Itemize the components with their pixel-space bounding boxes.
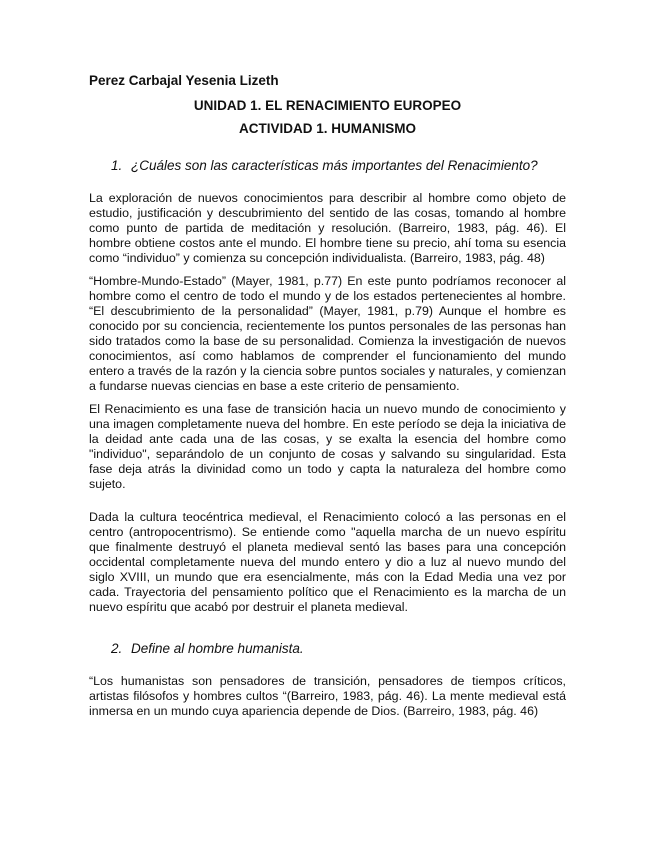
- answer-1-paragraph-3: El Renacimiento es una fase de transición hacia un nuevo mundo de conocimiento y una imagen completamente nueva del hombre. En este período se deja la iniciativa de la deidad ante cada una de las cosas, y se exalta la esencia del hombre como "individuo", separándolo de un conjunto de cosas y salvando su singularidad. Esta fase deja atrás la divinidad como un todo y capta la naturaleza del hombre como sujeto.: [89, 402, 566, 491]
- answer-1-paragraph-2: “Hombre-Mundo-Estado” (Mayer, 1981, p.77) En este punto podríamos reconocer al hombre como el centro de todo el mundo y de los estados pertenecientes al hombre. “El descubrimiento de la personalidad” (Mayer, 1981, p.79) Aunque el hombre es conocido por su conciencia, recientemente los puntos personales de las personas han sido tratados como la base de su personalidad. Comienza la investigación de nuevos conocimientos, así como hablamos de comprender el funcionamiento del mundo entero a través de la razón y la ciencia sobre puntos sociales y naturales, y comienzan a fundarse nuevas ciencias en base a este criterio de pensamiento.: [89, 274, 566, 393]
- answer-1-paragraph-4: Dada la cultura teocéntrica medieval, el Renacimiento colocó a las personas en el centro (antropocentrismo). Se entiende como "aquella marcha de un nuevo espíritu que finalmente destruyó el planeta medieval sentó las bases para una concepción occidental completamente nueva del mundo entero y dio a luz al nuevo mundo del siglo XVIII, un mundo que era esencialmente, más con la Edad Media una vez por cada. Trayectoria del pensamiento político que el Renacimiento es la marcha de un nuevo espíritu que acabó por destruir el planeta medieval.: [89, 510, 566, 614]
- question-1-text: ¿Cuáles son las características más importantes del Renacimiento?: [131, 158, 538, 173]
- unit-title: UNIDAD 1. EL RENACIMIENTO EUROPEO: [193, 98, 462, 113]
- answer-1-paragraph-1: La exploración de nuevos conocimientos para describir al hombre como objeto de estudio, justificación y descubrimiento del sentido de las cosas, tomando al hombre como punto de partida de meditación y resolución. (Barreiro, 1983, pág. 46). El hombre obtiene costos ante el mundo. El hombre tiene su precio, ahí toma su esencia como “individuo” y comienza su concepción individualista. (Barreiro, 1983, pág. 48): [89, 191, 566, 265]
- activity-title: ACTIVIDAD 1. HUMANISMO: [238, 121, 416, 136]
- question-1-number: 1.: [111, 158, 123, 173]
- question-2-number: 2.: [111, 641, 123, 656]
- question-2: [89, 641, 566, 656]
- answer-2-paragraph-1: “Los humanistas son pensadores de transición, pensadores de tiempos críticos, artistas filósofos y hombres cultos “(Barreiro, 1983, pág. 46). La mente medieval está inmersa en un mundo cuya apariencia depende de Dios. (Barreiro, 1983, pág. 46): [89, 674, 566, 718]
- question-1: [89, 158, 566, 173]
- author-name: Perez Carbajal Yesenia Lizeth: [89, 73, 279, 88]
- question-2-text: Define al hombre humanista.: [131, 641, 304, 656]
